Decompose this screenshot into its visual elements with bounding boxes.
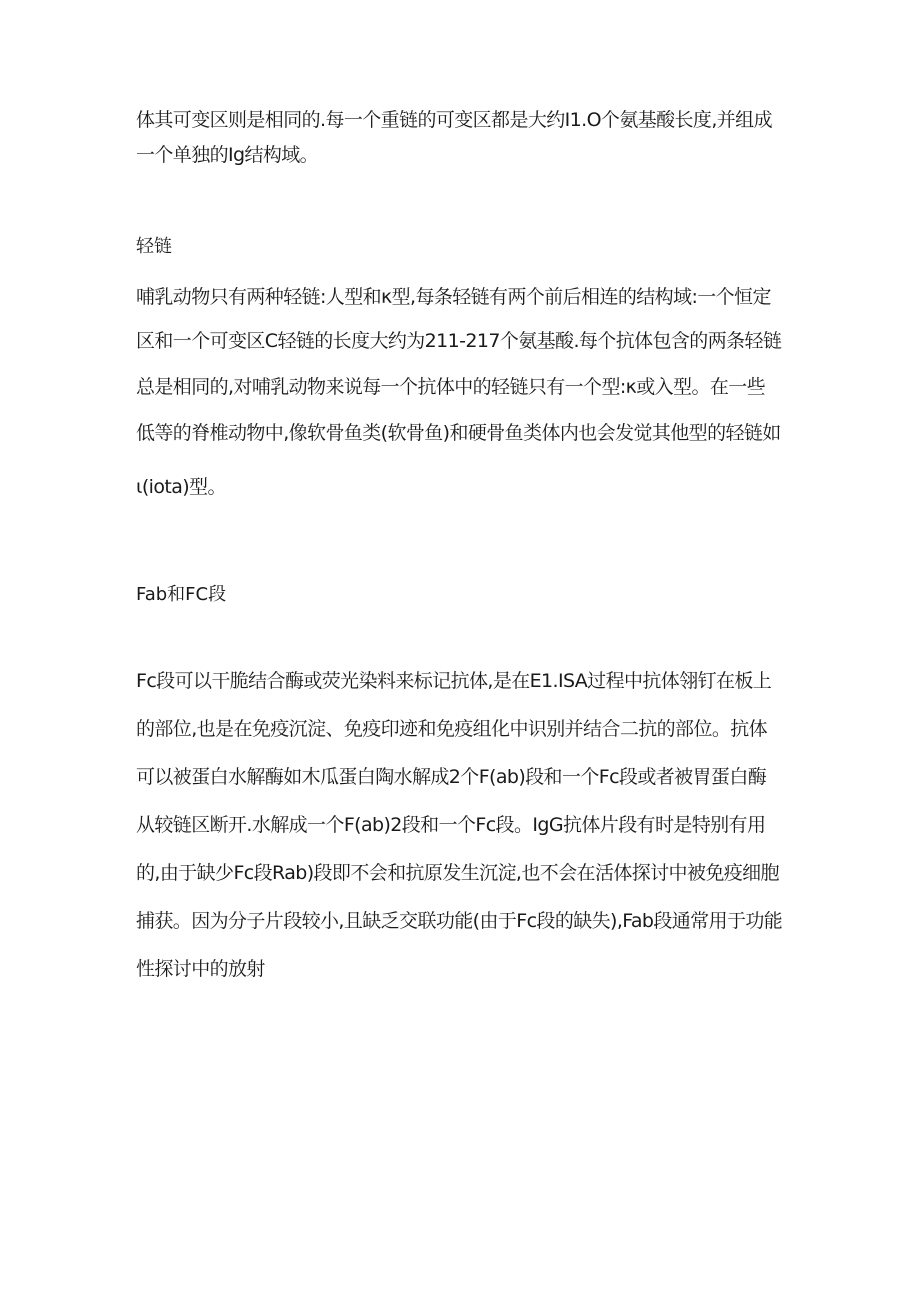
paragraph-3-line-6: 捕获。因为分子片段较小,且缺乏交联功能(由于Fc段的缺失),Fab段通常用于功能 [136, 910, 783, 932]
paragraph-2-line-2: 区和一个可变区C轻链的长度大约为211-217个氨基酸.每个抗体包含的两条轻链 [136, 330, 782, 352]
paragraph-2-line-5: ι(iota)型。 [136, 476, 226, 498]
paragraph-3-line-7: 性探讨中的放射 [136, 958, 265, 980]
paragraph-3-line-1: Fc段可以干脆结合酶或荧光染料来标记抗体,是在E1.ISA过程中抗体翎钉在板上 [136, 670, 772, 692]
paragraph-3-line-2: 的部位,也是在免疫沉淀、免疫印迹和免疫组化中识别并结合二抗的部位。抗体 [136, 718, 768, 740]
paragraph-3-line-5: 的,由于缺少Fc段Rab)段即不会和抗原发生沉淀,也不会在活体探讨中被免疫细胞 [136, 862, 779, 884]
paragraph-3-line-4: 从较链区断开.水解成一个F(ab)2段和一个Fc段。IgG抗体片段有时是特别有用 [136, 814, 766, 836]
paragraph-1-line-1: 体其可变区则是相同的.每一个重链的可变区都是大约I1.O个氨基酸长度,并组成 [136, 109, 772, 131]
paragraph-2-line-3: 总是相同的,对哺乳动物来说每一个抗体中的轻链只有一个型:κ或入型。在一些 [136, 376, 766, 398]
paragraph-3-line-3: 可以被蛋白水解酶如木瓜蛋白陶水解成2个F(ab)段和一个Fc段或者被胃蛋白酶 [136, 766, 767, 788]
heading-fab-fc: Fab和FC段 [136, 584, 227, 605]
paragraph-2-line-1: 哺乳动物只有两种轻链:人型和κ型,每条轻链有两个前后相连的结构域:一个恒定 [136, 286, 771, 308]
heading-light-chain: 轻链 [136, 236, 172, 257]
paragraph-1-line-2: 一个单独的Ig结构域。 [136, 144, 319, 166]
paragraph-2-line-4: 低等的脊椎动物中,像软骨鱼类(软骨鱼)和硬骨鱼类体内也会发觉其他型的轻链如 [136, 422, 781, 444]
